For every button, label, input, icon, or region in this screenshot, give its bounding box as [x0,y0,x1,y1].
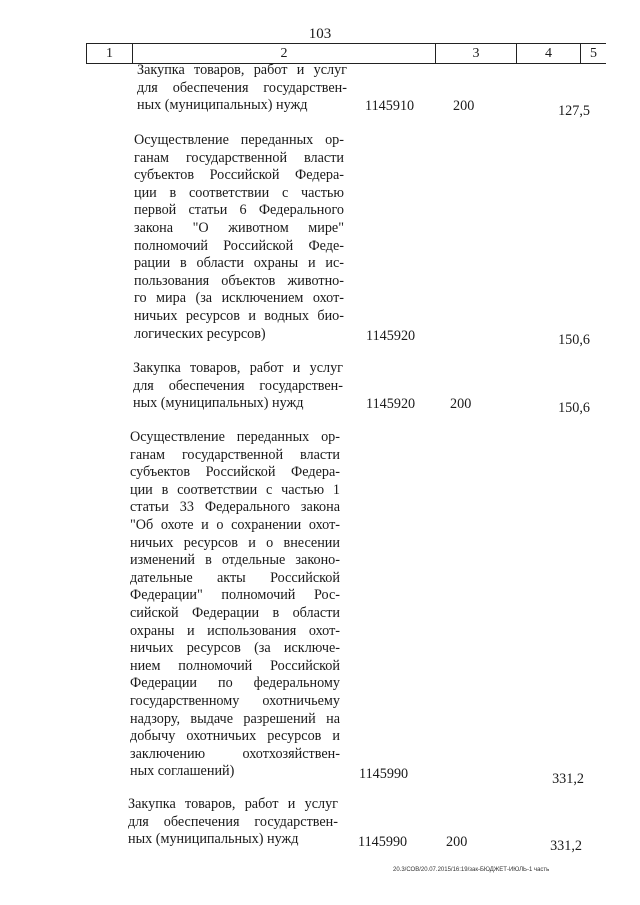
desc-line: Осуществление переданных ор- [134,132,344,148]
desc-line: ции в соответствии с частью 1 [130,481,340,498]
row-5-code: 1145990 [358,834,408,850]
row-4-amount: 331,2 [552,771,584,787]
row-5-vr: 200 [446,834,468,850]
desc-line: логических ресурсов) [134,325,266,342]
row-2-description [134,132,344,343]
desc-line: Закупка товаров, работ и услуг [133,360,343,376]
row-5-description [128,796,338,849]
desc-line: ганам государственной власти [134,149,344,166]
desc-line: ции в соответствии с частью [134,184,344,201]
desc-line: ных (муниципальных) нужд [128,831,299,848]
row-4-code: 1145990 [359,766,409,782]
desc-line: субъектов Российской Федера- [134,167,344,184]
row-1-vr: 200 [453,98,475,114]
desc-line: дательные акты Российской [130,569,340,586]
row-1-description [137,62,347,115]
header-col-3: 3 [435,44,516,63]
header-col-4: 4 [516,44,580,63]
desc-line: ничьих ресурсов и водных био- [134,307,344,324]
header-col-1: 1 [86,44,132,63]
desc-line: для обеспечения государствен- [133,377,343,394]
desc-line: для обеспечения государствен- [128,813,338,830]
desc-line: ных (муниципальных) нужд [137,97,308,114]
row-3-vr: 200 [450,396,472,412]
desc-line: изменений в отдельные законо- [130,552,340,569]
desc-line: надзору, выдаче разрешений на [130,710,340,727]
desc-line: ганам государственной власти [130,446,340,463]
desc-line: "Об охоте и о сохранении охот- [130,516,340,533]
row-3-code: 1145920 [366,396,416,412]
desc-line: ничьих ресурсов и о внесении [130,534,340,551]
desc-line: полномочий Российской Феде- [134,237,344,254]
document-footer-code: 20.3/СОВ/20.07.2015/16:19/зак-БЮДЖЕТ-ИЮЛЬ-1 часть [393,867,550,873]
row-4-description [130,429,340,781]
row-5-amount: 331,2 [550,838,582,854]
desc-line: добычу охотничьих ресурсов и [130,728,340,745]
desc-line: го мира (за исключением охот- [134,290,344,307]
desc-line: пользования объектов животно- [134,272,344,289]
desc-line: Закупка товаров, работ и услуг [128,796,338,812]
desc-line: Федерации" полномочий Рос- [130,587,340,604]
desc-line: закона "О животном мире" [134,219,344,236]
desc-line: ничьих ресурсов (за исключе- [130,640,340,657]
desc-line: заключению охотхозяйствен- [130,745,340,762]
row-2-code: 1145920 [366,328,416,344]
desc-line: ных (муниципальных) нужд [133,395,304,412]
header-col-2: 2 [132,44,435,63]
page-number: 103 [308,26,332,42]
desc-line: Федерации по федеральному [130,675,340,692]
desc-line: субъектов Российской Федера- [130,464,340,481]
desc-line: охраны и использования охот- [130,622,340,639]
desc-line: статьи 33 Федерального закона [130,499,340,516]
row-2-amount: 150,6 [558,332,590,348]
table-header-row [86,43,606,64]
row-1-amount: 127,5 [558,103,590,119]
desc-line: рации в области охраны и ис- [134,255,344,272]
desc-line: государственному охотничьему [130,692,340,709]
desc-line: нием полномочий Российской [130,657,340,674]
row-3-amount: 150,6 [558,400,590,416]
desc-line: Осуществление переданных ор- [130,429,340,445]
header-col-5: 5 [580,44,606,63]
row-3-description [133,360,343,413]
row-1-code: 1145910 [365,98,415,114]
desc-line: для обеспечения государствен- [137,79,347,96]
desc-line: первой статьи 6 Федерального [134,202,344,219]
desc-line: Закупка товаров, работ и услуг [137,62,347,78]
desc-line: сийской Федерации в области [130,604,340,621]
desc-line: ных соглашений) [130,763,235,780]
